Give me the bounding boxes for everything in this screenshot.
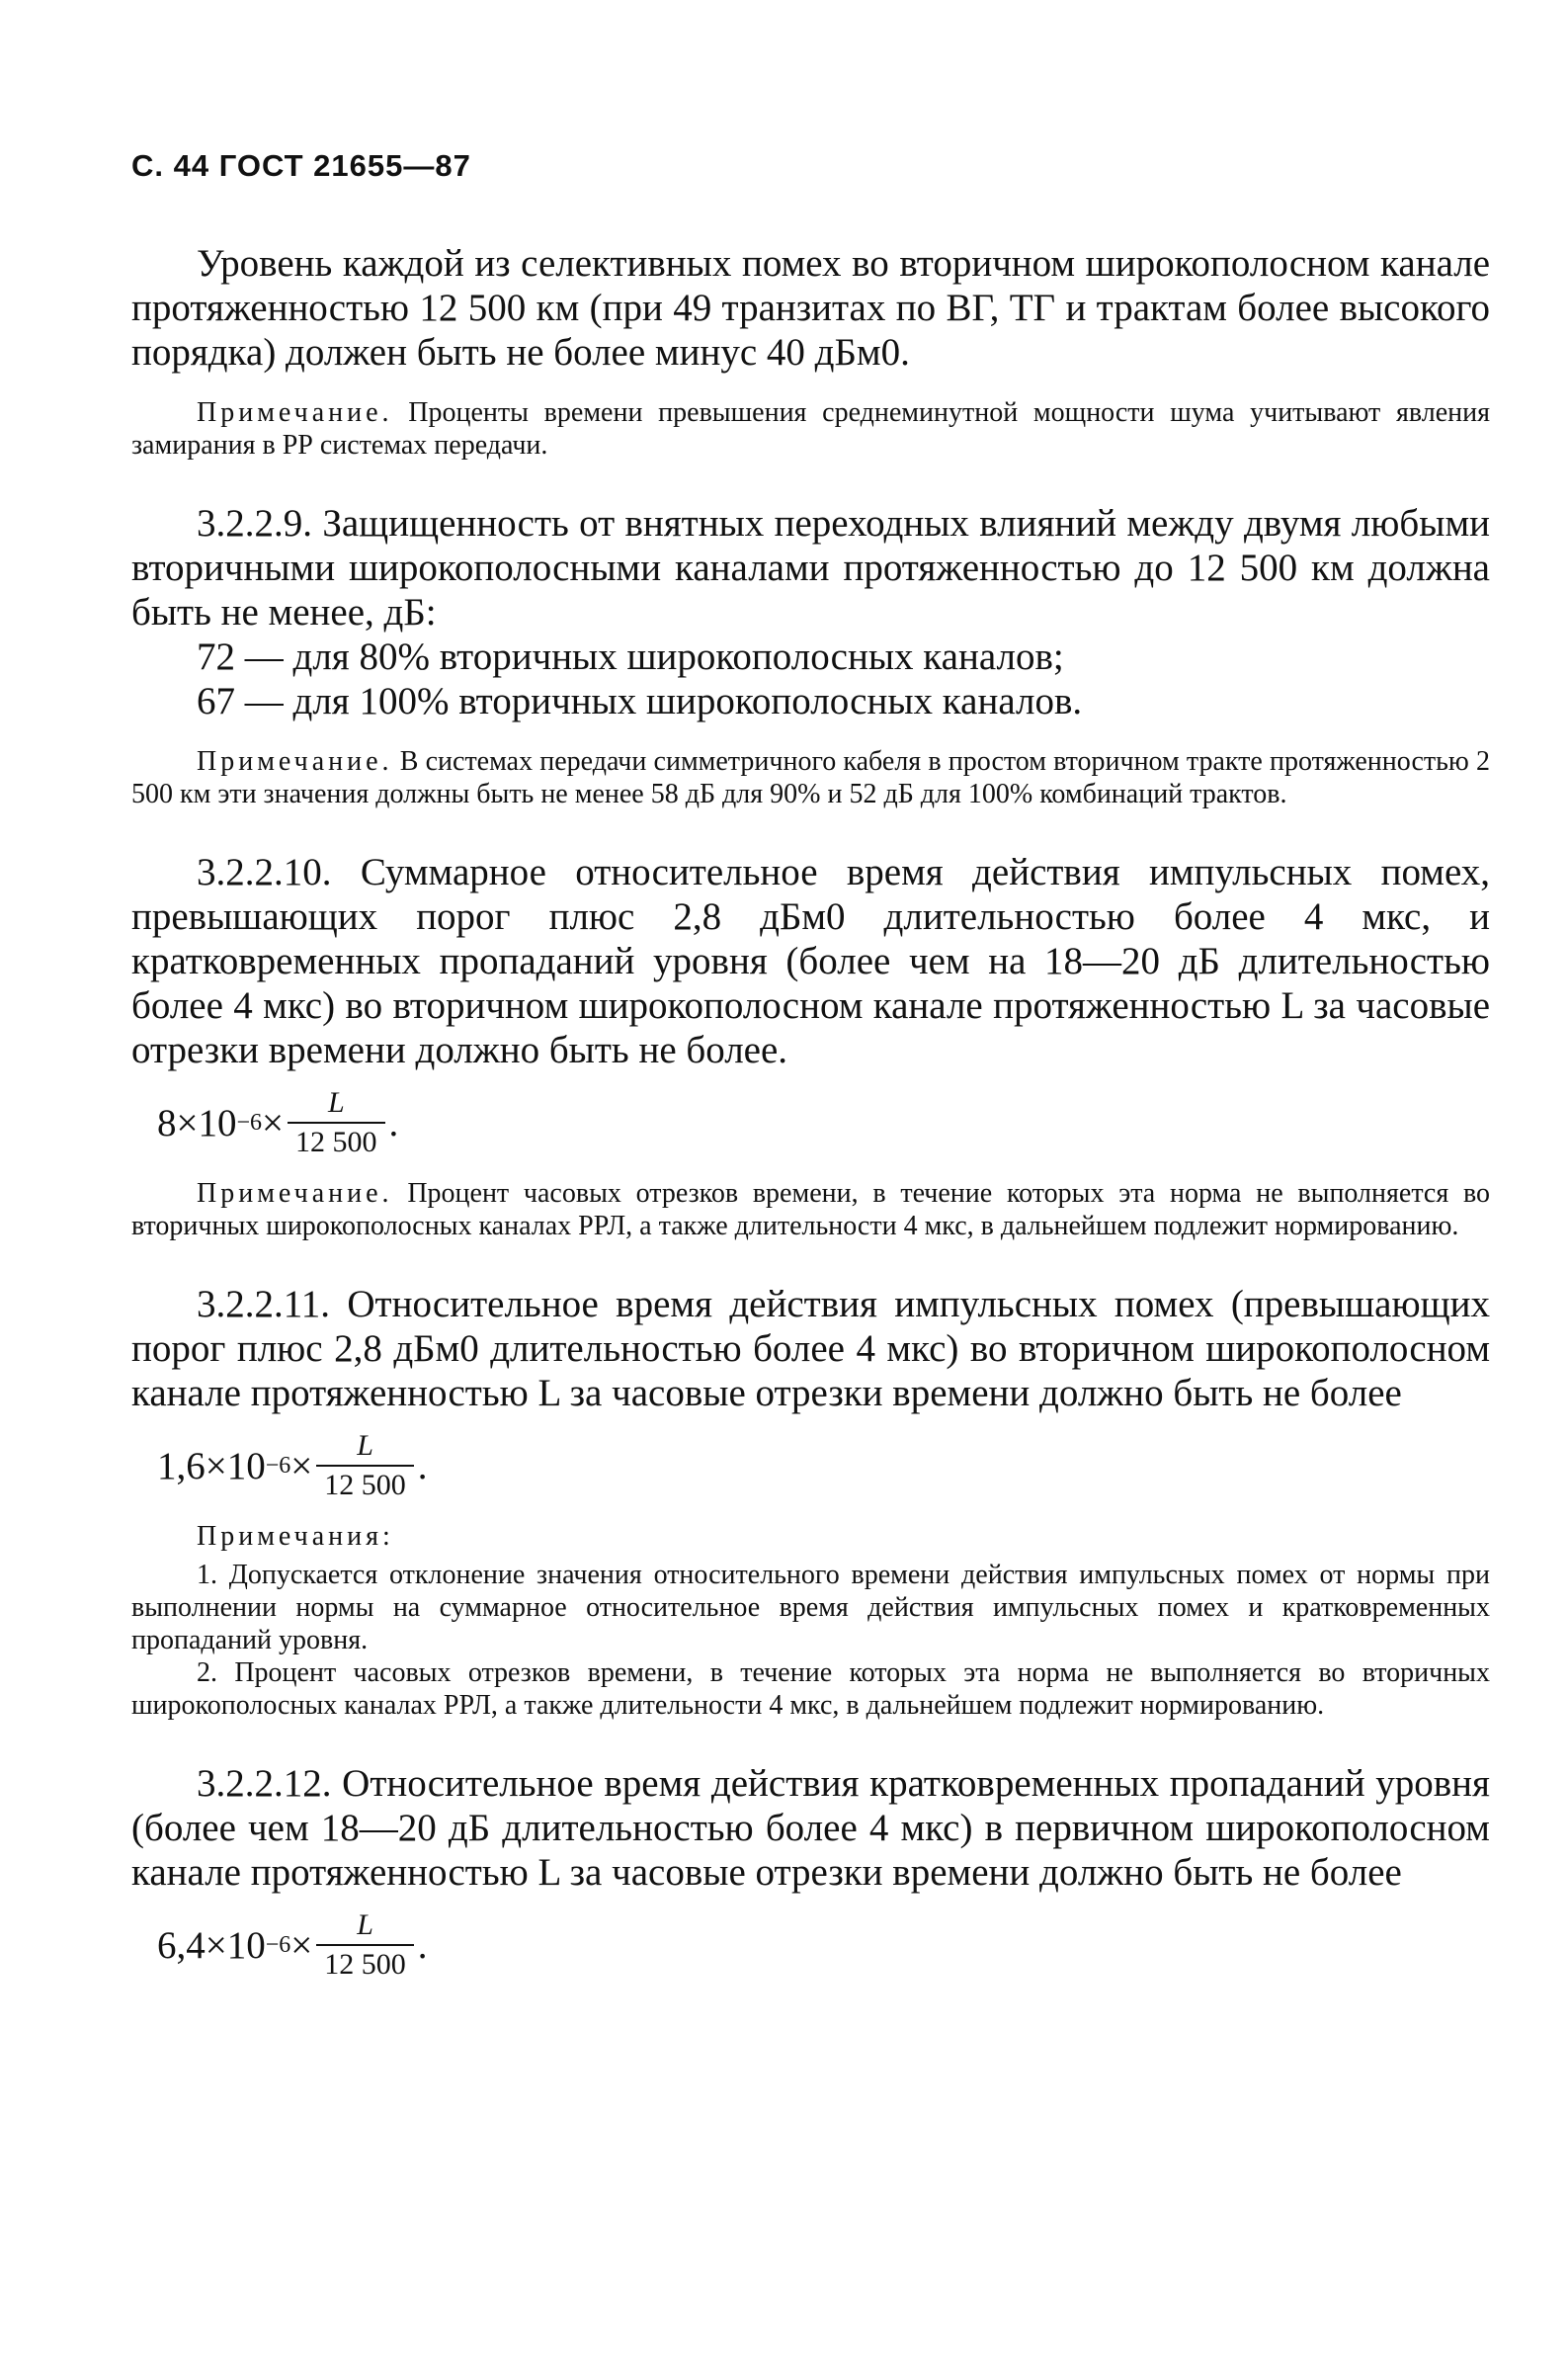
formula-end: . xyxy=(417,1444,428,1487)
note-2-head: Примечание. xyxy=(197,746,393,777)
notes-item-1: 1. Допускается отклонение значения относительного времени действия импульсных помех от нормы при выполнении нормы на суммарное относительное время действия импульсных помех и кратковременных пропаданий уровня. xyxy=(131,1560,1490,1655)
note-2-text: В системах передачи симметричного кабеля в простом вторичном тракте протяженностью 2 500 км эти значения должны быть не менее 58 дБ для 90% и 52 дБ для 100% комбинаций трактов. xyxy=(131,746,1490,809)
note-3-head: Примечание. xyxy=(197,1178,393,1209)
note-3-text: Процент часовых отрезков времени, в течение которых эта норма не выполняется во вторичных широкополосных каналах РРЛ, а также длительности 4 мкс, в дальнейшем подлежит нормированию. xyxy=(131,1178,1490,1241)
formula-times: × xyxy=(262,1101,285,1144)
intro-paragraph: Уровень каждой из селективных помех во вторичном широкополосном канале протяженностью 12 500 км (при 49 транзитах по ВГ, ТГ и трактам более высокого порядка) должен быть не более минус 40 дБм0. xyxy=(131,242,1490,374)
notes-title: Примечания: xyxy=(197,1521,394,1552)
formula-denominator: 12 500 xyxy=(316,1465,414,1502)
section-3-2-2-9: 3.2.2.9. Защищенность от внятных переходных влияний между двумя любыми вторичными широкополосными каналами протяженностью до 12 500 км должна быть не менее, дБ: xyxy=(131,502,1490,634)
formula-numerator: L xyxy=(357,1908,373,1941)
formula-3-2-2-11: 1,6×10 −6 × $\frac{L}{12 500}$ . xyxy=(157,1429,428,1501)
note-3 xyxy=(131,1177,1490,1242)
formula-fraction xyxy=(288,1086,385,1159)
note-1-head: Примечание. xyxy=(197,397,393,428)
formula-times: × xyxy=(290,1444,313,1487)
document-page xyxy=(131,148,1490,1999)
formula-3-2-2-10: 8×10 −6 × $\frac{L}{12 500}$ . xyxy=(157,1086,399,1158)
formula-denominator: 12 500 xyxy=(288,1122,385,1159)
section-3-2-2-11: 3.2.2.11. Относительное время действия импульсных помех (превышающих порог плюс 2,8 дБм0 длительностью более 4 мкс) во вторичном широкополосном канале протяженностью L за часовые отрезки времени должно быть не более xyxy=(131,1283,1490,1414)
note-2 xyxy=(131,745,1490,810)
formula-fraction xyxy=(316,1908,414,1982)
formula-numerator: L xyxy=(327,1086,345,1119)
notes-item-2: 2. Процент часовых отрезков времени, в течение которых эта норма не выполняется во вторичных широкополосных каналах РРЛ, а также длительности 4 мкс, в дальнейшем подлежит нормированию. xyxy=(131,1657,1490,1721)
formula-3-2-2-12: 6,4×10 −6 × $\frac{L}{12 500}$ . xyxy=(157,1908,428,1981)
formula-end: . xyxy=(417,1923,428,1967)
formula-end: . xyxy=(388,1101,399,1144)
formula-denominator: 12 500 xyxy=(316,1944,414,1982)
section-3-2-2-9-line-2: 67 — для 100% вторичных широкополосных каналов. xyxy=(197,680,1083,722)
note-1 xyxy=(131,396,1490,462)
formula-coef: 1,6×10 xyxy=(157,1444,266,1487)
formula-coef: 8×10 xyxy=(157,1101,237,1144)
formula-fraction xyxy=(316,1429,414,1502)
note-1-text: Проценты времени превышения среднеминутной мощности шума учитывают явления замирания в РР системах передачи. xyxy=(131,397,1490,461)
formula-times: × xyxy=(290,1923,313,1967)
formula-coef: 6,4×10 xyxy=(157,1923,266,1967)
page-header: С. 44 ГОСТ 21655—87 xyxy=(131,148,471,183)
formula-numerator: L xyxy=(357,1429,373,1462)
section-3-2-2-12: 3.2.2.12. Относительное время действия кратковременных пропаданий уровня (более чем 18—20 дБ длительностью более 4 мкс) в первичном широкополосном канале протяженностью L за часовые отрезки времени должно быть не более xyxy=(131,1762,1490,1894)
section-3-2-2-9-line-1: 72 — для 80% вторичных широкополосных каналов; xyxy=(197,635,1064,678)
section-3-2-2-10: 3.2.2.10. Суммарное относительное время действия импульсных помех, превышающих порог плюс 2,8 дБм0 длительностью более 4 мкс, и кратковременных пропаданий уровня (более чем на 18—20 дБ длительностью более 4 мкс) во вторичном широкополосном канале протяженностью L за часовые отрезки времени должно быть не более. xyxy=(131,851,1490,1071)
